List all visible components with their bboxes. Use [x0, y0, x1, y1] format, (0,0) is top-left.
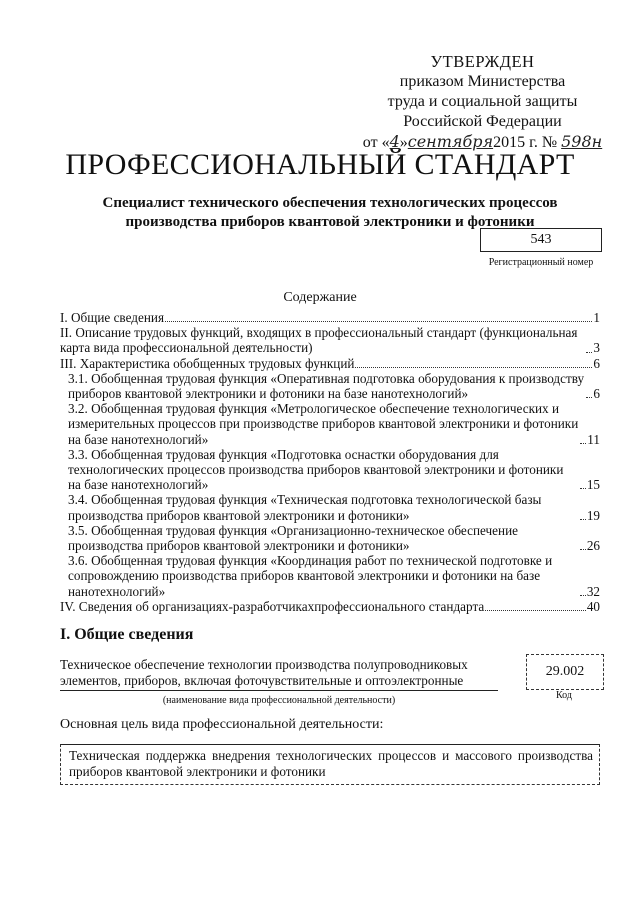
approval-line: приказом Министерства: [399, 73, 566, 90]
toc-leader: [580, 549, 586, 550]
toc-entry[interactable]: [60, 310, 600, 325]
toc-entry-text: 3.6. Обобщенная трудовая функция «Координация работ по технической подготовке и сопровождению производства приборов квантовой электроники и фотоники на базе нанотехнологий»: [68, 553, 553, 599]
registration-label: Регистрационный номер: [488, 257, 594, 268]
approval-block: [360, 52, 605, 153]
date-prefix: от «: [362, 134, 390, 151]
toc-leader: [580, 443, 586, 444]
approval-line: труда и социальной защиты: [387, 93, 578, 110]
toc-page-number: 6: [593, 355, 600, 371]
toc-page-number: 32: [586, 583, 600, 599]
toc-entry[interactable]: [60, 447, 600, 493]
toc-entry[interactable]: [60, 325, 600, 355]
date-year: 2015 г. №: [493, 134, 558, 151]
toc-entry-text: III. Характеристика обобщенных трудовых функций: [60, 355, 355, 371]
toc-page-number: 1: [593, 310, 600, 325]
activity-caption: (наименование вида профессиональной деятельности): [162, 695, 396, 706]
date-mid: »: [399, 134, 408, 151]
toc-entry[interactable]: [60, 492, 600, 522]
toc-leader: [355, 367, 592, 368]
toc-page-number: 6: [593, 386, 600, 402]
toc-entry[interactable]: [60, 553, 600, 599]
goal-label: Основная цель вида профессиональной деятельности:: [60, 717, 384, 732]
approval-heading: УТВЕРЖДЕН: [430, 52, 535, 71]
toc-page-number: 15: [586, 477, 600, 493]
toc-leader: [485, 610, 586, 611]
toc-entry[interactable]: [60, 523, 600, 553]
toc-leader: [580, 519, 586, 520]
toc-entry-text: 3.1. Обобщенная трудовая функция «Оперативная подготовка оборудования к производству приборов квантовой электроники и фотоники на базе нанотехнологий»: [68, 370, 585, 402]
toc-entry[interactable]: [60, 356, 600, 371]
toc-page-number: 26: [586, 538, 600, 554]
toc-entry-text: 3.5. Обобщенная трудовая функция «Организационно-техническое обеспечение производства приборов квантовой электроники и фотоники»: [68, 522, 519, 554]
registration-number-box: 543: [480, 228, 602, 252]
toc-entry-text: 3.3. Обобщенная трудовая функция «Подготовка оснастки оборудования для технологических процессов производства приборов квантовой электроники и фотоники на базе нанотехнологий»: [68, 446, 564, 493]
activity-name: Техническое обеспечение технологии производства полупроводниковых элементов, приборов, включая фоточувствительные и оптоэлектронные: [60, 657, 498, 691]
toc-entry[interactable]: [60, 401, 600, 447]
toc-page-number: 40: [586, 598, 600, 614]
table-of-contents: [60, 310, 600, 614]
toc-leader: [586, 352, 592, 353]
toc-entry[interactable]: [60, 599, 600, 614]
toc-heading: Содержание: [283, 290, 357, 305]
toc-page-number: 11: [587, 431, 600, 447]
handwritten-day: 4: [389, 132, 400, 151]
activity-name-block: [60, 657, 498, 709]
activity-code-box: 29.002: [526, 654, 604, 690]
toc-entry-text: I. Общие сведения: [60, 310, 165, 325]
toc-leader: [580, 595, 586, 596]
approval-line: Российской Федерации: [403, 113, 562, 130]
toc-leader: [586, 397, 592, 398]
toc-page-number: 3: [593, 340, 600, 356]
toc-entry-text: 3.2. Обобщенная трудовая функция «Метрологическое обеспечение технологических и измерительных процессов при производстве приборов квантовой электроники и фотоники на базе нанотехнологий»: [68, 401, 579, 447]
toc-entry-text: IV. Сведения об организациях-разработчикахпрофессионального стандарта: [60, 598, 485, 614]
toc-page-number: 19: [586, 507, 600, 523]
handwritten-order-number: 598н: [561, 132, 603, 151]
document-title: ПРОФЕССИОНАЛЬНЫЙ СТАНДАРТ: [65, 148, 575, 181]
toc-entry-text: II. Описание трудовых функций, входящих в профессиональный стандарт (функциональная карта вида профессиональной деятельности): [60, 325, 578, 356]
toc-entry[interactable]: [60, 371, 600, 401]
goal-text-box: Техническая поддержка внедрения технологических процессов и массового производства приборов квантовой электроники и фотоники: [60, 744, 600, 785]
toc-entry-text: 3.4. Обобщенная трудовая функция «Техническая подготовка технологической базы производства приборов квантовой электроники и фотоники»: [68, 492, 542, 523]
toc-leader: [165, 321, 592, 322]
document-subtitle: Специалист технического обеспечения технологических процессов производства приборов квантовой электроники и фотоники: [102, 195, 558, 230]
section-title: I. Общие сведения: [60, 626, 194, 643]
handwritten-month: сентября: [407, 132, 494, 151]
activity-code-label: Код: [556, 690, 572, 701]
toc-leader: [580, 488, 586, 489]
